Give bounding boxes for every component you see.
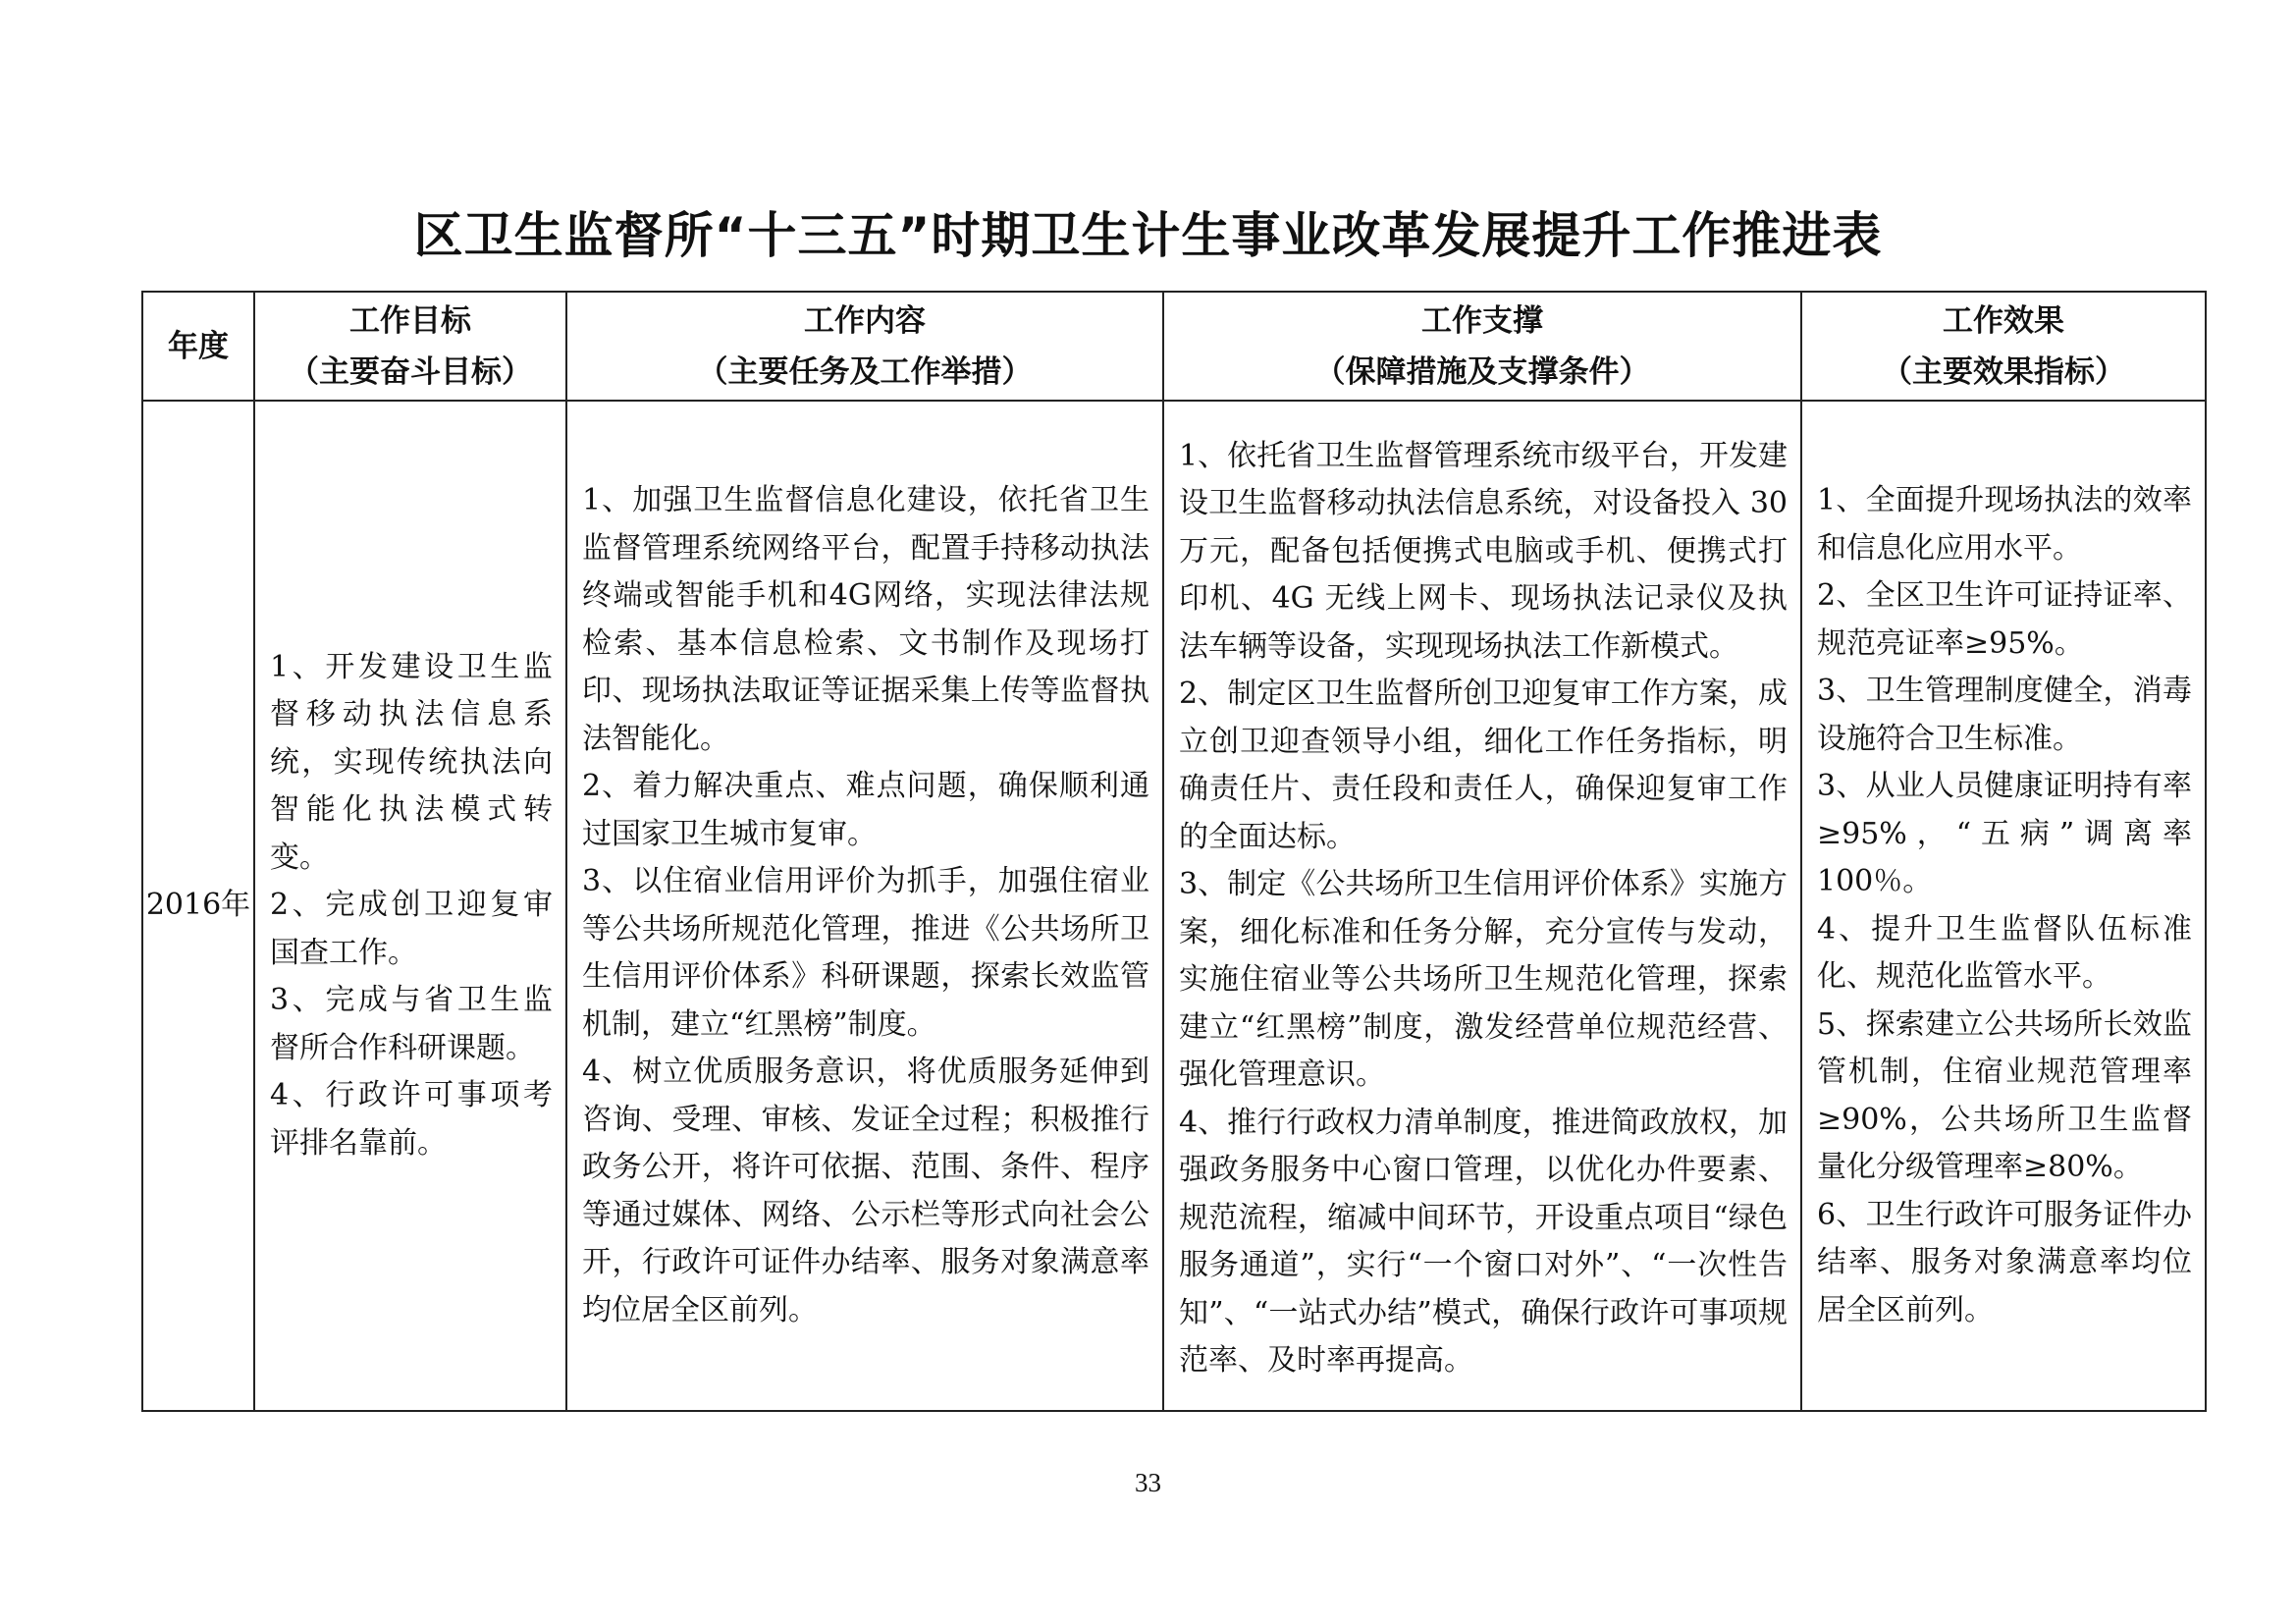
goal-item: 3、完成与省卫生监督所合作科研课题。 [270,983,553,1065]
effect-cell [1801,401,2206,1411]
content-item: 4、树立优质服务意识，将优质服务延伸到咨询、受理、审核、发证全过程；积极推行政务公开，将许可依据、范围、条件、程序等通过媒体、网络、公示栏等形式向社会公开，行政许可证件办结率、服务对象满意率均位居全区前列。 [582,1055,1149,1327]
effect-item: 6、卫生行政许可服务证件办结率、服务对象满意率均位居全区前列。 [1817,1197,2192,1327]
content-item: 1、加强卫生监督信息化建设，依托省卫生监督管理系统网络平台，配置手持移动执法终端或智能手机和4G网络，实现法律法规检索、基本信息检索、文书制作及现场打印、现场执法取证等证据采集上传等监督执法智能化。 [582,483,1149,756]
effect-item: 2、全区卫生许可证持证率、规范亮证率≥95%。 [1817,578,2192,661]
table-header-row [142,292,2206,401]
effect-item: 3、从业人员健康证明持有率≥95%，“五病”调离率 100％。 [1817,769,2192,898]
header-goal-sublabel: （主要奋斗目标） [289,353,532,390]
effect-item: 3、卫生管理制度健全，消毒设施符合卫生标准。 [1817,674,2192,756]
support-cell [1163,401,1801,1411]
header-content-label: 工作内容 [804,302,926,339]
support-item: 3、制定《公共场所卫生信用评价体系》实施方案，细化标准和任务分解，充分宣传与发动，实施住宿业等公共场所卫生规范化管理，探索建立“红黑榜”制度，激发经营单位规范经营、强化管理意识。 [1179,867,1788,1092]
header-year [142,292,254,401]
page-number: 33 [1135,1468,1161,1497]
header-support [1163,292,1801,401]
header-goal-label: 工作目标 [349,302,471,339]
effect-item: 1、全面提升现场执法的效率和信息化应用水平。 [1817,483,2192,566]
effect-item: 4、提升卫生监督队伍标准化、规范化监管水平。 [1817,911,2192,994]
table-row [142,401,2206,1411]
header-effect-sublabel: （主要效果指标） [1882,353,2125,390]
effect-item: 5、探索建立公共场所长效监管机制，住宿业规范管理率≥90%，公共场所卫生监督量化分级管理率≥80%。 [1817,1006,2192,1184]
goal-item: 4、行政许可事项考评排名靠前。 [270,1078,553,1161]
document-title: 区卫生监督所“十三五”时期卫生计生事业改革发展提升工作推进表 [413,207,1883,264]
content-item: 3、以住宿业信用评价为抓手，加强住宿业等公共场所规范化管理，推进《公共场所卫生信用评价体系》科研课题，探索长效监管机制，建立“红黑榜”制度。 [582,864,1149,1042]
header-support-sublabel: （保障措施及支撑条件） [1314,353,1650,390]
support-item: 2、制定区卫生监督所创卫迎复审工作方案，成立创卫迎查领导小组，细化工作任务指标，明确责任片、责任段和责任人，确保迎复审工作的全面达标。 [1179,677,1788,854]
support-item: 4、推行行政权力清单制度，推进简政放权，加强政务服务中心窗口管理，以优化办件要素、规范流程，缩减中间环节，开设重点项目“绿色服务通道”，实行“一个窗口对外”、“一次性告知”、“一站式办结”模式，确保行政许可事项规范率、及时率再提高。 [1179,1105,1788,1378]
support-item: 1、依托省卫生监督管理系统市级平台，开发建设卫生监督移动执法信息系统，对设备投入 30 万元，配备包括便携式电脑或手机、便携式打印机、4G 无线上网卡、现场执法记录仪及执法车辆等设备，实现现场执法工作新模式。 [1179,438,1788,664]
year-cell: 2016年 [142,401,254,1411]
header-content-sublabel: （主要任务及工作举措） [697,353,1033,390]
goal-item: 2、完成创卫迎复审国查工作。 [270,888,553,970]
header-content [566,292,1163,401]
content-item: 2、着力解决重点、难点问题，确保顺利通过国家卫生城市复审。 [582,769,1149,851]
header-year-label: 年度 [168,328,229,364]
header-effect-label: 工作效果 [1943,302,2064,339]
work-plan-table [141,291,2207,1412]
goal-item: 1、开发建设卫生监督移动执法信息系统，实现传统执法向智能化执法模式转变。 [270,649,553,875]
header-effect [1801,292,2206,401]
header-goal [254,292,566,401]
goal-cell [254,401,566,1411]
header-support-label: 工作支撑 [1421,302,1543,339]
content-cell [566,401,1163,1411]
